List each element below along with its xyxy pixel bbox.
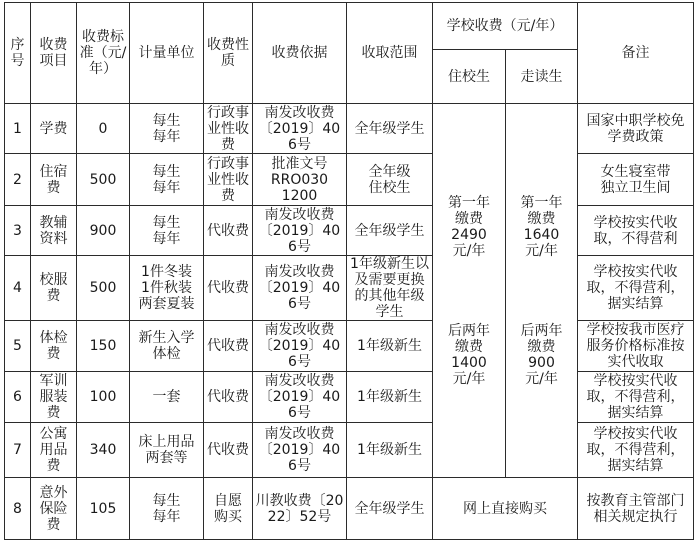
row-item: 意外保险费 [31, 478, 77, 540]
row-nature: 代收费 [204, 423, 253, 478]
row-basis: 南发改收费〔2019〕406号 [253, 321, 347, 372]
header-boarding: 住校生 [433, 50, 506, 104]
fee-table [4, 2, 694, 540]
row-standard: 0 [77, 104, 130, 154]
row-scope: 1年级新生以及需要更换的其他年级学生 [347, 256, 433, 321]
row-note: 国家中职学校免学费政策 [578, 104, 694, 154]
row-item: 教辅资料 [31, 206, 77, 256]
row-basis: 南发改收费〔2019〕406号 [253, 104, 347, 154]
row-nature: 行政事业性收费 [204, 154, 253, 206]
row-basis: 南发改收费〔2019〕406号 [253, 206, 347, 256]
row-nature: 代收费 [204, 321, 253, 372]
row-seq: 7 [5, 423, 31, 478]
header-scope: 收取范围 [347, 3, 433, 104]
row-seq: 2 [5, 154, 31, 206]
header-day: 走读生 [506, 50, 578, 104]
row-unit: 每生 每年 [130, 104, 204, 154]
row-nature: 行政事业性收费 [204, 104, 253, 154]
table-row [5, 423, 694, 478]
row-scope: 1年级新生 [347, 372, 433, 423]
row-nature: 代收费 [204, 206, 253, 256]
row-note: 学校按实代收取，不得营利，据实结算 [578, 372, 694, 423]
row-note: 女生寝室带 独立卫生间 [578, 154, 694, 206]
row-basis: 川教收费〔2022〕52号 [253, 478, 347, 540]
table-row [5, 104, 694, 154]
row-scope: 全年级学生 [347, 478, 433, 540]
header-school-fee: 学校收费（元/年） [433, 3, 578, 50]
day-totals: 第一年 缴费 1640 元/年 后两年 缴费 900 元/年 [506, 104, 578, 478]
row-scope: 1年级新生 [347, 423, 433, 478]
header-note: 备注 [578, 3, 694, 104]
row-standard: 105 [77, 478, 130, 540]
row-item: 体检费 [31, 321, 77, 372]
row-seq: 3 [5, 206, 31, 256]
row-note: 学校按实代收取，不得营利，据实结算 [578, 423, 694, 478]
row-basis: 南发改收费〔2019〕406号 [253, 423, 347, 478]
row-unit: 新生入学体检 [130, 321, 204, 372]
table-row [5, 154, 694, 206]
row-basis: 南发改收费〔2019〕406号 [253, 256, 347, 321]
table-row [5, 321, 694, 372]
row-basis: 南发改收费〔2019〕406号 [253, 372, 347, 423]
table-row [5, 206, 694, 256]
header-unit: 计量单位 [130, 3, 204, 104]
row-scope: 1年级新生 [347, 321, 433, 372]
row-note: 学校按我市医疗服务价格标准按实代收取 [578, 321, 694, 372]
header-basis: 收费依据 [253, 3, 347, 104]
row-seq: 5 [5, 321, 31, 372]
row-standard: 500 [77, 154, 130, 206]
row-unit: 每生 每年 [130, 478, 204, 540]
row-note: 学校按实代收取，不得营利，据实结算 [578, 256, 694, 321]
row-standard: 900 [77, 206, 130, 256]
insurance-purchase: 网上直接购买 [433, 478, 578, 540]
row-standard: 150 [77, 321, 130, 372]
row-item: 公寓用品费 [31, 423, 77, 478]
row-nature: 自愿 购买 [204, 478, 253, 540]
row-unit: 一套 [130, 372, 204, 423]
row-standard: 100 [77, 372, 130, 423]
table-row [5, 478, 694, 540]
table-row [5, 256, 694, 321]
row-unit: 床上用品两套等 [130, 423, 204, 478]
row-scope: 全年级 住校生 [347, 154, 433, 206]
row-item: 学费 [31, 104, 77, 154]
row-unit: 每生 每年 [130, 206, 204, 256]
row-note: 学校按实代收取，不得营利 [578, 206, 694, 256]
row-item: 住宿费 [31, 154, 77, 206]
row-standard: 340 [77, 423, 130, 478]
row-nature: 代收费 [204, 372, 253, 423]
header-nature: 收费性质 [204, 3, 253, 104]
header-standard: 收费标准（元/年） [77, 3, 130, 104]
header-seq: 序号 [5, 3, 31, 104]
row-basis: 批准文号 RRO030 1200 [253, 154, 347, 206]
row-scope: 全年级学生 [347, 206, 433, 256]
row-seq: 8 [5, 478, 31, 540]
header-item: 收费项目 [31, 3, 77, 104]
row-nature: 代收费 [204, 256, 253, 321]
row-standard: 500 [77, 256, 130, 321]
table-row [5, 372, 694, 423]
row-seq: 4 [5, 256, 31, 321]
row-unit: 每生 每年 [130, 154, 204, 206]
row-note: 按教育主管部门相关规定执行 [578, 478, 694, 540]
row-unit: 1件冬装 1件秋装 两套夏装 [130, 256, 204, 321]
row-scope: 全年级学生 [347, 104, 433, 154]
boarding-totals: 第一年 缴费 2490 元/年 后两年 缴费 1400 元/年 [433, 104, 506, 478]
row-item: 校服费 [31, 256, 77, 321]
row-seq: 1 [5, 104, 31, 154]
row-seq: 6 [5, 372, 31, 423]
row-item: 军训服装费 [31, 372, 77, 423]
